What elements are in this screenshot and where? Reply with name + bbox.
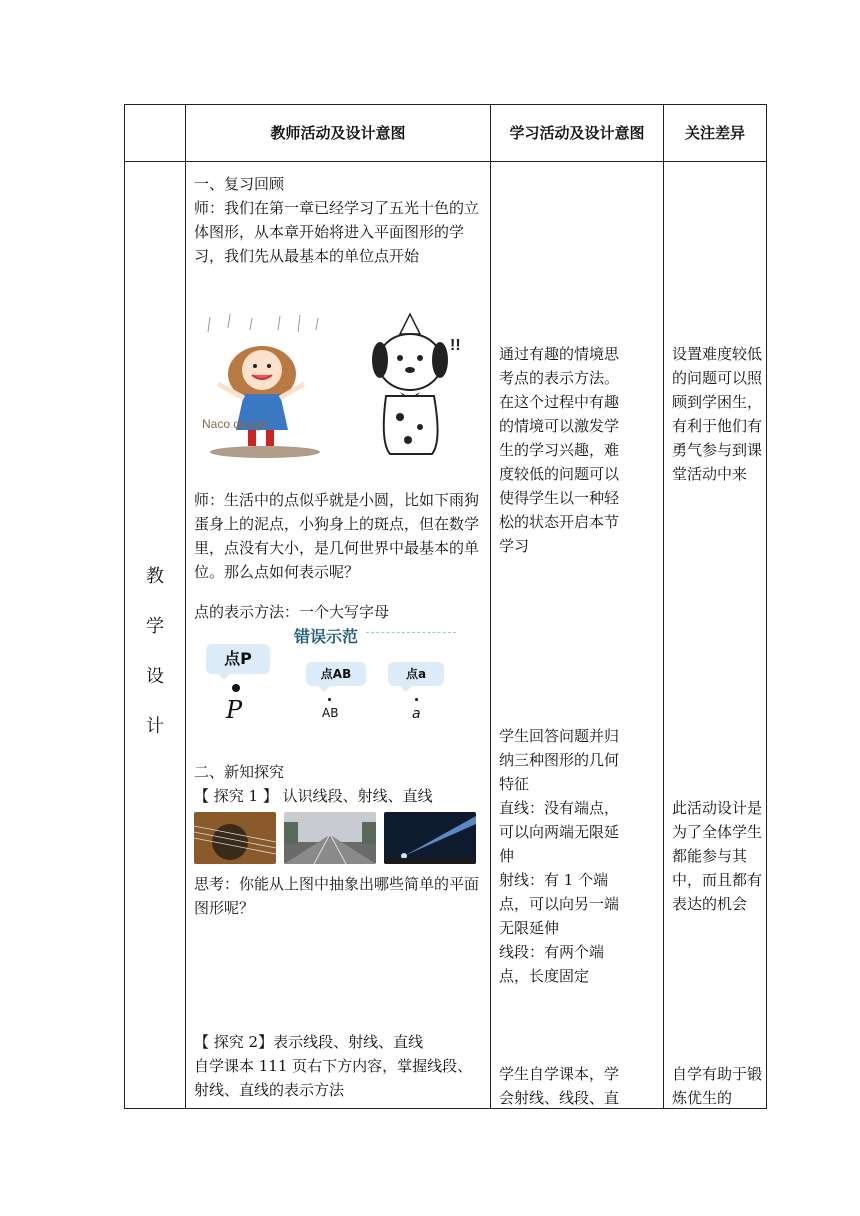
header-empty-cell	[125, 105, 186, 162]
wrong-title-divider	[366, 632, 456, 633]
header-difference: 关注差异	[664, 105, 767, 162]
side-title-char: 学	[146, 616, 164, 637]
wrong1-label: AB	[322, 706, 339, 720]
difference-cell	[664, 162, 767, 1109]
railway-photo	[284, 812, 376, 864]
side-title-cell	[125, 162, 186, 1109]
side-title-char: 教	[146, 566, 164, 587]
side-title	[125, 552, 185, 752]
body-row	[125, 162, 767, 1109]
image-watermark: Naco design	[202, 417, 269, 431]
header-student: 学习活动及设计意图	[491, 105, 664, 162]
guitar-photo	[194, 812, 276, 864]
explore2-title: 【 探究 2】表示线段、射线、直线	[194, 1033, 424, 1051]
wrong2-label: a	[412, 706, 421, 722]
correct-point-label: P	[226, 696, 243, 724]
difference-note-1: 设置难度较低的问题可以照顾到学困生，有利于他们有勇气参与到课堂活动中来	[672, 345, 763, 483]
difference-note-3: 自学有助于锻炼优生的	[672, 1065, 763, 1107]
wrong2-bubble: 点a	[388, 662, 444, 686]
wrong1-dot	[328, 698, 331, 701]
girl-in-rain-image	[200, 312, 330, 462]
wrong1-bubble: 点AB	[306, 662, 366, 686]
teacher-cell	[186, 162, 491, 1109]
explore2-text: 自学课本 111 页右下方内容，掌握线段、射线、直线的表示方法	[194, 1057, 473, 1099]
dots-text: 师：生活中的点似乎就是小圆，比如下雨狗蛋身上的泥点，小狗身上的斑点，但在数学里，点没有大小，是几何世界中最基本的单位。那么点如何表示呢？	[194, 491, 480, 581]
student-cell	[491, 162, 664, 1109]
lesson-table	[124, 104, 767, 1109]
ray-feature: 射线：有 1 个端点，可以向另一端无限延伸	[499, 871, 620, 937]
think-question: 思考：你能从上图中抽象出哪些简单的平面图形呢？	[194, 875, 480, 917]
side-title-char: 计	[146, 716, 164, 737]
light-beam-photo	[384, 812, 476, 864]
review-title: 一、复习回顾	[194, 175, 285, 193]
student-activity-2: 学生回答问题并归纳三种图形的几何特征	[499, 727, 620, 793]
line-feature: 直线：没有端点，可以向两端无限延伸	[499, 799, 620, 865]
header-teacher: 教师活动及设计意图	[186, 105, 491, 162]
spotted-dog-image	[350, 312, 470, 462]
new-knowledge-title: 二、新知探究	[194, 763, 285, 781]
correct-bubble: 点P	[206, 644, 270, 674]
student-activity-3: 学生自学课本，学会射线、线段、直	[499, 1065, 620, 1107]
difference-note-2: 此活动设计是为了全体学生都能参与其中，而且都有表达的机会	[672, 799, 763, 913]
point-rule: 点的表示方法：一个大写字母	[194, 603, 390, 621]
wrong2-dot	[415, 698, 418, 701]
header-row	[125, 105, 767, 162]
student-activity-1: 通过有趣的情境思考点的表示方法。在这个过程中有趣的情境可以激发学生的学习兴趣，难度较低的问题可以使得学生以一种轻松的状态开启本节学习	[499, 345, 620, 555]
side-title-char: 设	[146, 666, 164, 687]
review-text: 师：我们在第一章已经学习了五光十色的立体图形，从本章开始将进入平面图形的学习，我们先从最基本的单位点开始	[194, 199, 480, 265]
segment-feature: 线段：有两个端点，长度固定	[499, 943, 605, 985]
wrong-example-title: 错误示范	[294, 627, 359, 646]
explore1-title: 【 探究 1 】 认识线段、射线、直线	[194, 787, 433, 805]
correct-point-dot	[232, 684, 240, 692]
svg-text:!!: !!	[450, 337, 461, 354]
